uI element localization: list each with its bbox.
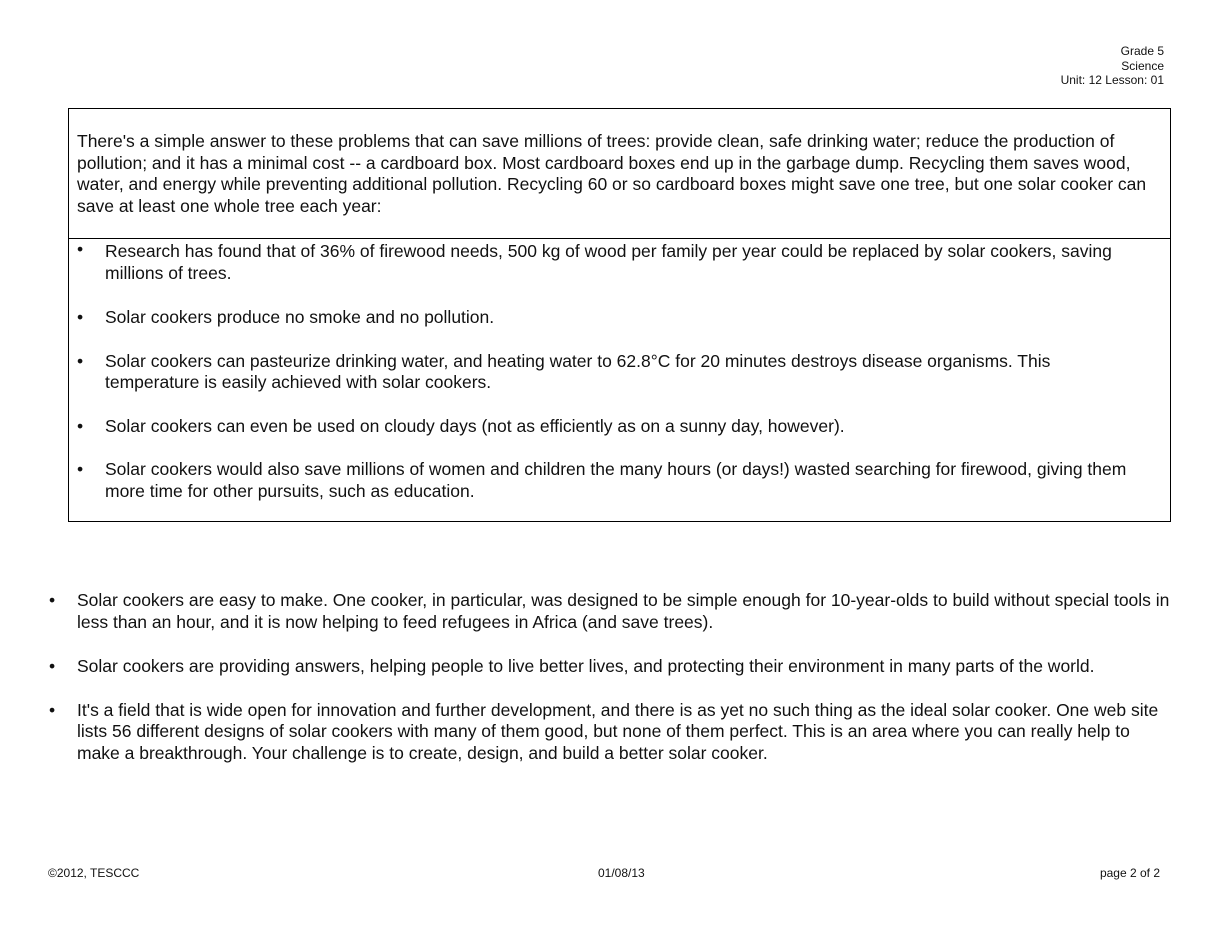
list-item-text: Solar cookers produce no smoke and no pollution. — [105, 307, 495, 327]
bullet-icon: • — [77, 239, 84, 259]
list-item — [40, 656, 1180, 678]
list-item — [69, 416, 1170, 438]
bullet-icon: • — [49, 656, 56, 676]
list-item — [69, 239, 1170, 284]
content-box — [68, 108, 1171, 522]
list-item-text: Solar cookers can even be used on cloudy days (not as efficiently as on a sunny day, however). — [105, 415, 845, 436]
bullet-icon: • — [77, 350, 84, 371]
bullet-icon: • — [77, 307, 84, 327]
footer-copyright: ©2012, TESCCC — [48, 866, 140, 880]
bullet-icon: • — [77, 459, 84, 479]
footer-date: 01/08/13 — [598, 866, 645, 880]
box-bullet-list — [69, 239, 1170, 502]
list-item-text: Solar cookers are providing answers, helping people to live better lives, and protecting their environment in many parts of the world. — [77, 656, 1095, 676]
grade-label: Grade 5 — [1120, 44, 1164, 58]
bullet-icon: • — [49, 699, 56, 720]
page-header — [1061, 44, 1164, 88]
bullet-icon: • — [49, 590, 56, 610]
list-item — [69, 459, 1170, 502]
subject-label: Science — [1121, 58, 1164, 73]
list-item-text: It's a field that is wide open for innovation and further development, and there is as yet no such thing as the ideal solar cooker. One web site lists 56 different designs of solar cookers with many of them good, but none of them perfect. This is an area where you can really help to make a breakthrough. Your challenge is to create, design, and build a better solar cooker. — [77, 699, 1159, 763]
box-intro-paragraph: There's a simple answer to these problems that can save millions of trees: provide clean, safe drinking water; reduce the production of pollution; and it has a minimal cost -- a cardboard box. Most cardboard boxes end up in the garbage dump. Recycling them saves wood, water, and energy while preventing additional pollution. Recycling 60 or so cardboard boxes might save one tree, but one solar cooker can save at least one whole tree each year: — [69, 109, 1170, 239]
footer-page-number: page 2 of 2 — [1099, 866, 1160, 880]
outer-bullet-list — [40, 590, 1180, 764]
bullet-icon: • — [77, 415, 84, 436]
list-item-text: Solar cookers would also save millions of women and children the many hours (or days!) wasted searching for firewood, giving them more time for other pursuits, such as education. — [105, 459, 1127, 501]
unit-lesson-label: Unit: 12 Lesson: 01 — [1060, 73, 1164, 87]
list-item — [40, 590, 1180, 633]
list-item-text: Solar cookers are easy to make. One cooker, in particular, was designed to be simple enough for 10-year-olds to build without special tools in less than an hour, and it is now helping to feed refugees in Africa (and save trees). — [77, 590, 1170, 632]
list-item — [69, 307, 1170, 329]
list-item — [40, 700, 1180, 765]
list-item — [69, 351, 1170, 394]
list-item-text: Solar cookers can pasteurize drinking water, and heating water to 62.8°C for 20 minutes destroys disease organisms. This temperature is easily achieved with solar cookers. — [105, 350, 1051, 392]
list-item-text: Research has found that of 36% of firewood needs, 500 kg of wood per family per year could be replaced by solar cookers, saving millions of trees. — [105, 241, 1112, 283]
